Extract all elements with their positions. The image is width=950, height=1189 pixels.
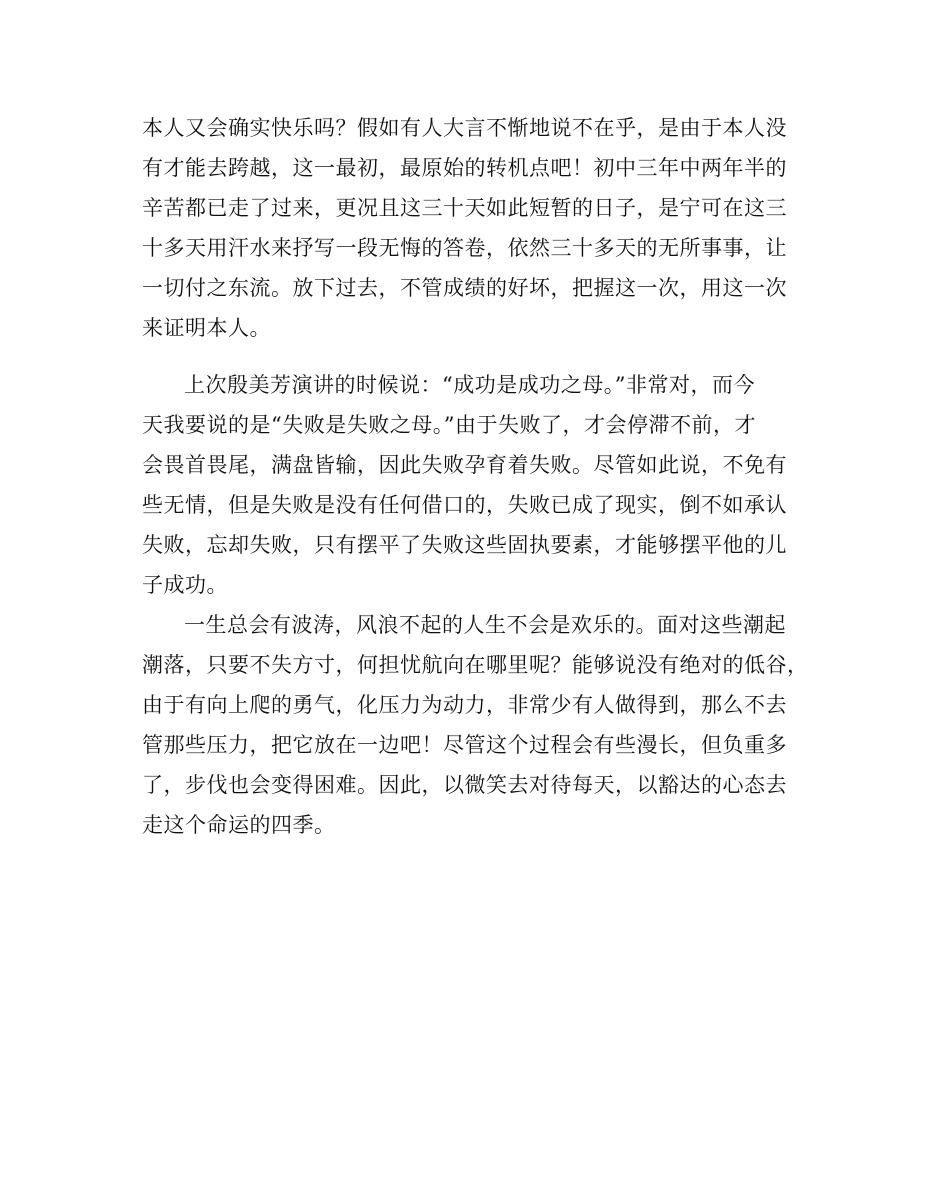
paragraph-3 [142,605,810,845]
text-line: 来证明本人。 [142,316,271,340]
document-body [142,108,810,845]
text-line: 十多天用汗水来抒写一段无悔的答卷，依然三十多天的无所事事，让 [142,236,787,260]
paragraph-1 [142,108,810,348]
text-line: 走这个命运的四季。 [142,813,336,837]
text-line: 一生总会有波涛，风浪不起的人生不会是欢乐的。面对这些潮起 [184,613,786,637]
text-line: 些无情，但是失败是没有任何借口的，失败已成了现实，倒不如承认 [142,493,787,517]
text-line: 潮落，只要不失方寸，何担忧航向在哪里呢？能够说没有绝对的低谷， [142,653,809,677]
text-line: 天我要说的是“失败是失败之母。”由于失败了，才会停滞不前，才 [142,413,756,437]
text-line: 由于有向上爬的勇气，化压力为动力，非常少有人做得到，那么不去 [142,693,787,717]
text-line: 一切付之东流。放下过去，不管成绩的好坏，把握这一次，用这一次 [142,276,787,300]
text-line: 子成功。 [142,573,228,597]
text-line: 辛苦都已走了过来，更况且这三十天如此短暂的日子，是宁可在这三 [142,196,787,220]
text-line: 失败，忘却失败，只有摆平了失败这些固执要素，才能够摆平他的儿 [142,533,787,557]
text-line: 管那些压力，把它放在一边吧！尽管这个过程会有些漫长，但负重多 [142,733,787,757]
text-line: 有才能去跨越，这一最初，最原始的转机点吧！初中三年中两年半的 [142,156,787,180]
paragraph-2 [142,365,810,605]
text-line: 上次殷美芳演讲的时候说：“成功是成功之母。”非常对，而今 [184,373,755,397]
text-line: 会畏首畏尾，满盘皆输，因此失败孕育着失败。尽管如此说，不免有 [142,453,787,477]
text-line: 了，步伐也会变得困难。因此，以微笑去对待每天，以豁达的心态去 [142,773,787,797]
text-line: 本人又会确实快乐吗？假如有人大言不惭地说不在乎，是由于本人没 [142,116,787,140]
